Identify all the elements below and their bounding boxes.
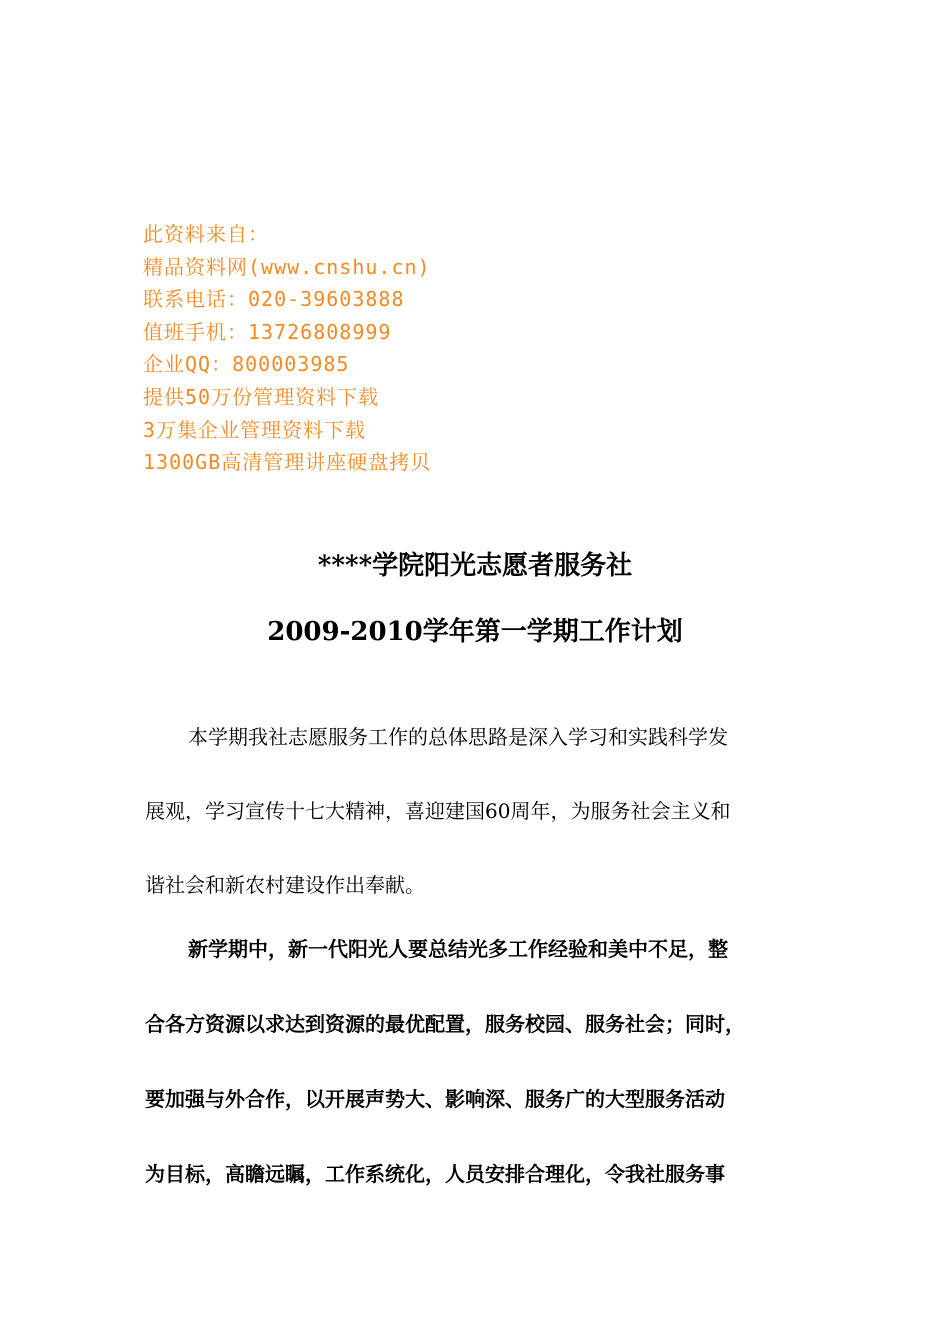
source-info-block (143, 218, 643, 479)
paragraph-line: 要加强与外合作，以开展声势大、影响深、服务广的大型服务活动 (145, 1087, 725, 1111)
document-subtitle: 2009-2010学年第一学期工作计划 (267, 617, 683, 647)
source-line: 提供50万份管理资料下载 (143, 384, 380, 409)
paragraph-line: 展观，学习宣传十七大精神，喜迎建国60周年，为服务社会主义和 (145, 799, 731, 823)
document-title: ****学院阳光志愿者服务社 (317, 551, 633, 581)
paragraph-line: 新学期中，新一代阳光人要总结光多工作经验和美中不足，整 (188, 937, 728, 961)
paragraph-goals (145, 934, 810, 1234)
source-line: 1300GB高清管理讲座硬盘拷贝 (143, 450, 432, 475)
paragraph-line: 本学期我社志愿服务工作的总体思路是深入学习和实践科学发 (188, 725, 728, 749)
paragraph-line: 谐社会和新农村建设作出奉献。 (145, 873, 425, 897)
paragraph-line: 合各方资源以求达到资源的最优配置，服务校园、服务社会；同时， (145, 1012, 745, 1036)
source-line-qq: 企业QQ：800003985 (143, 352, 350, 377)
paragraph-line: 为目标，高瞻远瞩，工作系统化，人员安排合理化，令我社服务事 (145, 1162, 725, 1186)
source-line-phone: 联系电话：020-39603888 (143, 287, 405, 312)
source-line-mobile: 值班手机：13726808999 (143, 319, 392, 344)
source-line: 3万集企业管理资料下载 (143, 417, 367, 442)
source-line: 此资料来自： (143, 222, 269, 246)
paragraph-intro (145, 722, 810, 944)
source-line-website: 精品资料网(www.cnshu.cn) (143, 254, 431, 279)
